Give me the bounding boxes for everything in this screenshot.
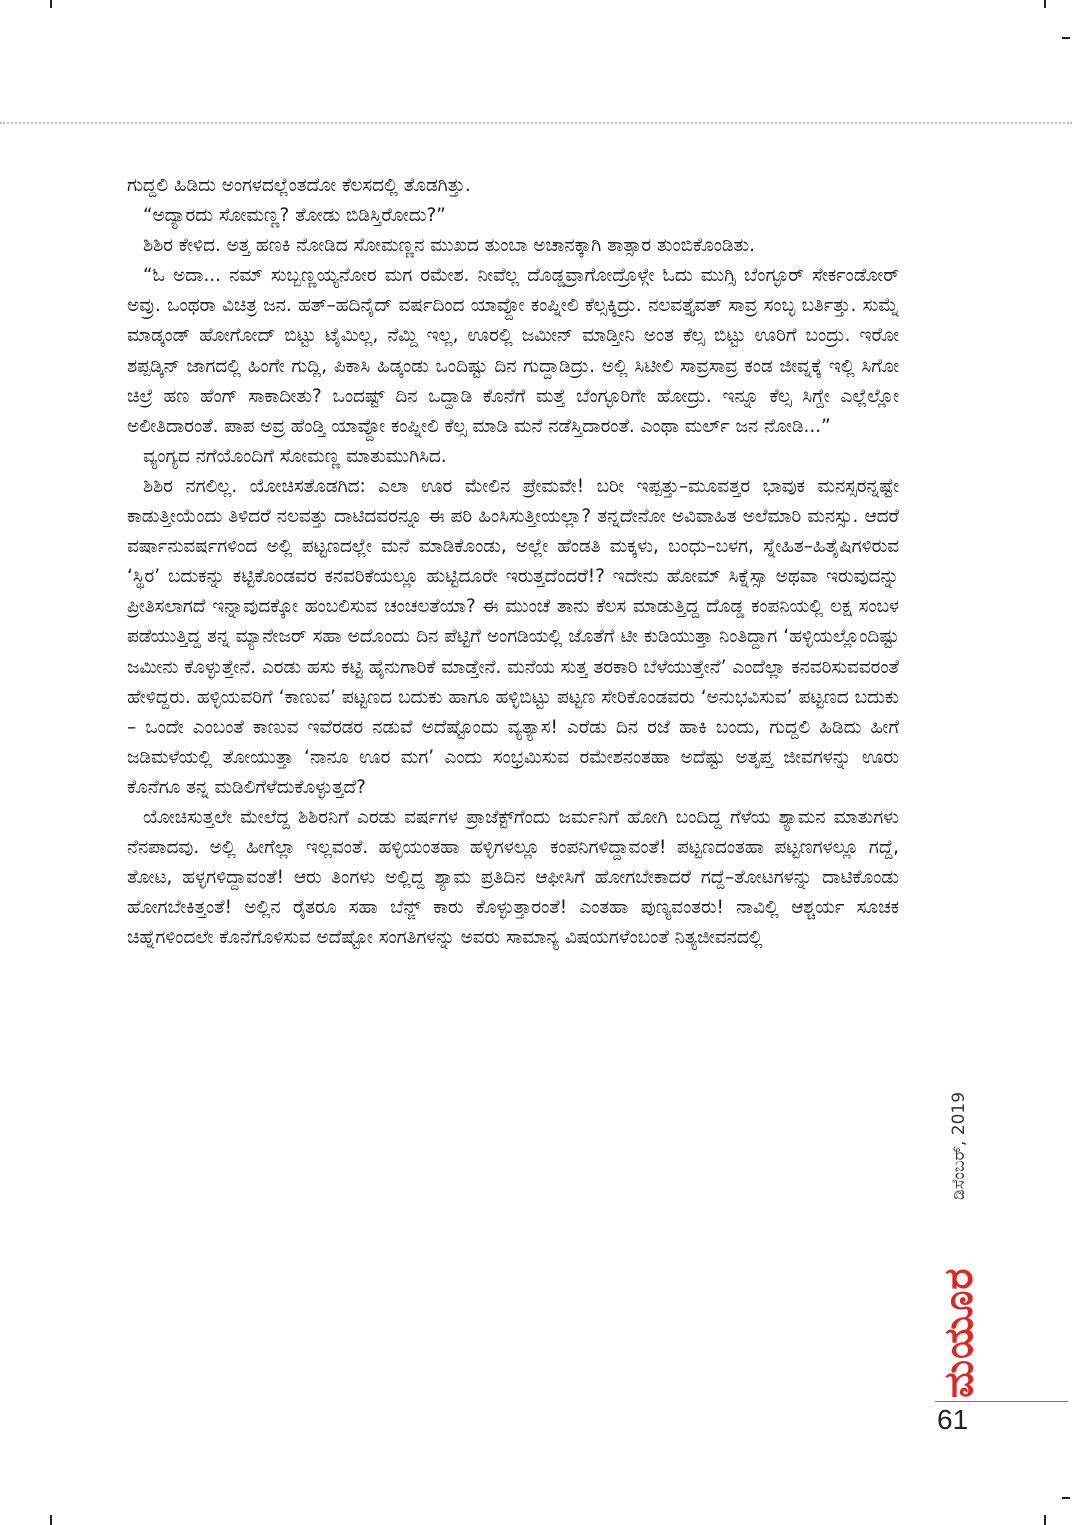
- page-number: 61: [937, 1404, 969, 1435]
- crop-mark-top-right: [1044, 0, 1046, 8]
- paragraph: ಶಿಶಿರ ಕೇಳಿದ. ಅತ್ತ ಹಣಕಿ ನೋಡಿದ ಸೋಮಣ್ಣನ ಮುಖದ ತುಂಬಾ ಅಚಾನಕ್ಕಾಗಿ ತಾತ್ಸಾರ ತುಂಬಿಕೊಂಡಿತು.: [143, 235, 755, 257]
- paragraph: ವ್ಯಂಗ್ಯದ ನಗೆಯೊಂದಿಗೆ ಸೋಮಣ್ಣ ಮಾತುಮುಗಿಸಿದ.: [143, 445, 447, 467]
- crop-mark-top-left: [50, 0, 52, 8]
- issue-date: ಡಿಸೆಂಬರ್, 2019: [949, 1091, 969, 1200]
- footer-rule: [935, 1401, 1068, 1402]
- crop-mark-right-lower: [1062, 1497, 1070, 1499]
- header-dotted-rule: [0, 122, 1072, 124]
- crop-mark-bottom-right: [1044, 1515, 1046, 1525]
- paragraph: “ಓ ಅದಾ... ನಮ್ ಸುಬ್ಬಣ್ಣಯ್ಯನೋರ ಮಗ ರಮೇಶ. ನೀವೆಲ್ಲ ದೊಡ್ಡವ್ರಾಗೋದ್ರೊಳ್ಗೇ ಓದು ಮುಗ್ಸಿ ಬೆಂಗ್ಳೂರ್ ಸೇರ್ಕಂಡೋರ್ ಅವ್ರು. ಒಂಥರಾ ವಿಚಿತ್ರ ಜನ. ಹತ್–ಹದಿನೈದ್ ವರ್ಷದಿಂದ ಯಾವ್ದೋ ಕಂಪ್ನೀಲಿ ಕೆಲ್ಸಕ್ಕಿದ್ರು. ನಲವತ್ತೈವತ್ ಸಾವ್ರ ಸಂಬ್ಳ ಬರ್ತಿತ್ತು. ಸುಮ್ನೆ ಮಾಡ್ಕಂಡ್ ಹೋಗೋದ್ ಬಿಟ್ಟು ಟೈಮಿಲ್ಲ, ನೆಮ್ದಿ ಇಲ್ಲ, ಊರಲ್ಲಿ ಜಮೀನ್ ಮಾಡ್ತೀನಿ ಅಂತ ಕೆಲ್ಸ ಬಿಟ್ಟು ಊರಿಗೆ ಬಂದ್ರು. ಇರೋ ಶಪ್ಪಡ್ಕಿನ್ ಜಾಗದಲ್ಲಿ ಹಿಂಗೇ ಗುದ್ಲಿ, ಪಿಕಾಸಿ ಹಿಡ್ಕಂಡು ಒಂದಿಷ್ಟು ದಿನ ಗುದ್ದಾಡಿದ್ರು. ಅಲ್ಲಿ ಸಿಟೀಲಿ ಸಾವ್ರಸಾವ್ರ ಕಂಡ ಜೀವ್ನಕ್ಕೆ ಇಲ್ಲಿ ಸಿಗೋ ಚಿಲ್ರೆ ಹಣ ಹೆಂಗ್ ಸಾಕಾದೀತು? ಒಂದಷ್ಟ್ ದಿನ ಒದ್ದಾಡಿ ಕೊನೆಗೆ ಮತ್ತೆ ಬೆಂಗ್ಳೂರಿಗೇ ಹೋದ್ರು. ಇನ್ನೂ ಕೆಲ್ಸ ಸಿಗ್ದೇ ಎಲ್ಲೆಲ್ಲೋ ಅಲೀತಿದಾರಂತೆ. ಪಾಪ ಅವ್ರ ಹೆಂಡ್ತಿ ಯಾವ್ದೋ ಕಂಪ್ನೀಲಿ ಕೆಲ್ಸ ಮಾಡಿ ಮನೆ ನಡೆಸ್ತಿದಾರಂತೆ. ಎಂಥಾ ಮರ್ಲ್ ಜನ ನೋಡಿ...”: [127, 265, 899, 437]
- magazine-logo: ಮಯೂರ: [936, 1267, 982, 1398]
- article-body: [127, 171, 899, 953]
- paragraph: ಯೋಚಿಸುತ್ತಲೇ ಮೇಲೆದ್ದ ಶಿಶಿರನಿಗೆ ಎರಡು ವರ್ಷಗಳ ಪ್ರಾಜೆಕ್ಟ್‌ಗೆಂದು ಜರ್ಮನಿಗೆ ಹೋಗಿ ಬಂದಿದ್ದ ಗೆಳೆಯ ಶ್ಯಾಮನ ಮಾತುಗಳು ನೆನಪಾದವು. ಅಲ್ಲಿ ಹೀಗೆಲ್ಲಾ ಇಲ್ಲವಂತೆ. ಹಳ್ಳಿಯಂತಹಾ ಹಳ್ಳಿಗಳಲ್ಲೂ ಕಂಪನಿಗಳಿದ್ದಾವಂತೆ! ಪಟ್ಟಣದಂತಹಾ ಪಟ್ಟಣಗಳಲ್ಲೂ ಗದ್ದೆ, ತೋಟ, ಹಳ್ಳಗಳಿದ್ದಾವಂತೆ! ಆರು ತಿಂಗಳು ಅಲ್ಲಿದ್ದ ಶ್ಯಾಮ ಪ್ರತಿದಿನ ಆಫೀಸಿಗೆ ಹೋಗಬೇಕಾದರೆ ಗದ್ದೆ–ತೋಟಗಳನ್ನು ದಾಟಿಕೊಂಡು ಹೋಗಬೇಕಿತ್ತಂತೆ! ಅಲ್ಲಿನ ರೈತರೂ ಸಹಾ ಬೆನ್ಜ್ ಕಾರು ಕೊಳ್ಳುತ್ತಾರಂತೆ! ಎಂತಹಾ ಪುಣ್ಯವಂತರು! ನಾವಿಲ್ಲಿ ಆಶ್ಚರ್ಯ ಸೂಚಕ ಚಿಹ್ನೆಗಳಿಂದಲೇ ಕೊನೆಗೊಳಿಸುವ ಅದೆಷ್ಟೋ ಸಂಗತಿಗಳನ್ನು ಅವರು ಸಾಮಾನ್ಯ ವಿಷಯಗಳೆಂಬಂತೆ ನಿತ್ಯಜೀವನದಲ್ಲಿ: [127, 806, 899, 949]
- paragraph: ಶಿಶಿರ ನಗಲಿಲ್ಲ. ಯೋಚಿಸತೊಡಗಿದ: ಎಲಾ ಊರ ಮೇಲಿನ ಪ್ರೇಮವೇ! ಬರೀ ಇಪ್ಪತ್ತು–ಮೂವತ್ತರ ಭಾವುಕ ಮನಸ್ಸರನ್ನಷ್ಟೇ ಕಾಡುತ್ತೀಯೆಂದು ತಿಳಿದರೆ ನಲವತ್ತು ದಾಟಿದವರನ್ನೂ ಈ ಪರಿ ಹಿಂಸಿಸುತ್ತೀಯಲ್ಲಾ? ತನ್ನದೇನೋ ಅವಿವಾಹಿತ ಅಲೆಮಾರಿ ಮನಸ್ಸು. ಆದರೆ ವರ್ಷಾನುವರ್ಷಗಳಿಂದ ಅಲ್ಲಿ ಪಟ್ಟಣದಲ್ಲೇ ಮನೆ ಮಾಡಿಕೊಂಡು, ಅಲ್ಲೇ ಹೆಂಡತಿ ಮಕ್ಕಳು, ಬಂಧು–ಬಳಗ, ಸ್ನೇಹಿತ–ಹಿತೈಷಿಗಳಿರುವ ‘ಸ್ಥಿರ’ ಬದುಕನ್ನು ಕಟ್ಟಿಕೊಂಡವರ ಕನವರಿಕೆಯಲ್ಲೂ ಹುಟ್ಟಿದೂರೇ ಇರುತ್ತದೆಂದರೆ!? ಇದೇನು ಹೋಮ್ ಸಿಕ್ನೆಸ್ಸಾ ಅಥವಾ ಇರುವುದನ್ನು ಪ್ರೀತಿಸಲಾಗದೆ ಇನ್ನಾವುದಕ್ಕೋ ಹಂಬಲಿಸುವ ಚಂಚಲತೆಯಾ? ಈ ಮುಂಚೆ ತಾನು ಕೆಲಸ ಮಾಡುತ್ತಿದ್ದ ದೊಡ್ಡ ಕಂಪನಿಯಲ್ಲಿ ಲಕ್ಷ ಸಂಬಳ ಪಡೆಯುತ್ತಿದ್ದ ತನ್ನ ಮ್ಯಾನೇಜರ್ ಸಹಾ ಅದೊಂದು ದಿನ ಪೆಟ್ಟಿಗೆ ಅಂಗಡಿಯಲ್ಲಿ ಜೊತೆಗೆ ಟೀ ಕುಡಿಯುತ್ತಾ ನಿಂತಿದ್ದಾಗ ‘ಹಳ್ಳಿಯಲ್ಲೊಂದಿಷ್ಟು ಜಮೀನು ಕೊಳ್ಳುತ್ತೇನೆ. ಎರಡು ಹಸು ಕಟ್ಟಿ ಹೈನುಗಾರಿಕೆ ಮಾಡ್ತೇನೆ. ಮನೆಯ ಸುತ್ತ ತರಕಾರಿ ಬೆಳೆಯುತ್ತೇನೆ’ ಎಂದೆಲ್ಲಾ ಕನವರಿಸುವವರಂತೆ ಹೇಳಿದ್ದರು. ಹಳ್ಳಿಯವರಿಗೆ ‘ಕಾಣುವ’ ಪಟ್ಟಣದ ಬದುಕು ಹಾಗೂ ಹಳ್ಳಿಬಿಟ್ಟು ಪಟ್ಟಣ ಸೇರಿಕೊಂಡವರು ‘ಅನುಭವಿಸುವ’ ಪಟ್ಟಣದ ಬದುಕು – ಒಂದೇ ಎಂಬಂತೆ ಕಾಣುವ ಇವೆರಡರ ನಡುವೆ ಅದೆಷ್ಟೊಂದು ವ್ಯತ್ಯಾಸ! ಎರೆಡು ದಿನ ರಜೆ ಹಾಕಿ ಬಂದು, ಗುದ್ದಲಿ ಹಿಡಿದು ಹೀಗೆ ಜಡಿಮಳೆಯಲ್ಲಿ ತೋಯುತ್ತಾ ‘ನಾನೂ ಊರ ಮಗ’ ಎಂದು ಸಂಭ್ರಮಿಸುವ ರಮೇಶನಂತಹಾ ಅದೆಷ್ಟು ಅತೃಪ್ತ ಜೀವಗಳನ್ನು ಊರು ಕೊನೆಗೂ ತನ್ನ ಮಡಿಲಿಗೆಳೆದುಕೊಳ್ಳುತ್ತದೆ?: [127, 475, 899, 798]
- crop-mark-bottom-left: [50, 1515, 52, 1525]
- paragraph: ಗುದ್ದಲಿ ಹಿಡಿದು ಅಂಗಳದಲ್ಲೆಂತದೋ ಕೆಲಸದಲ್ಲಿ ತೊಡಗಿತ್ತು.: [127, 175, 471, 196]
- paragraph: “ಅದ್ಯಾರದು ಸೋಮಣ್ಣ? ತೋಡು ಬಿಡಿಸ್ತಿರೋದು?”: [143, 205, 446, 227]
- crop-mark-right-upper: [1062, 37, 1070, 39]
